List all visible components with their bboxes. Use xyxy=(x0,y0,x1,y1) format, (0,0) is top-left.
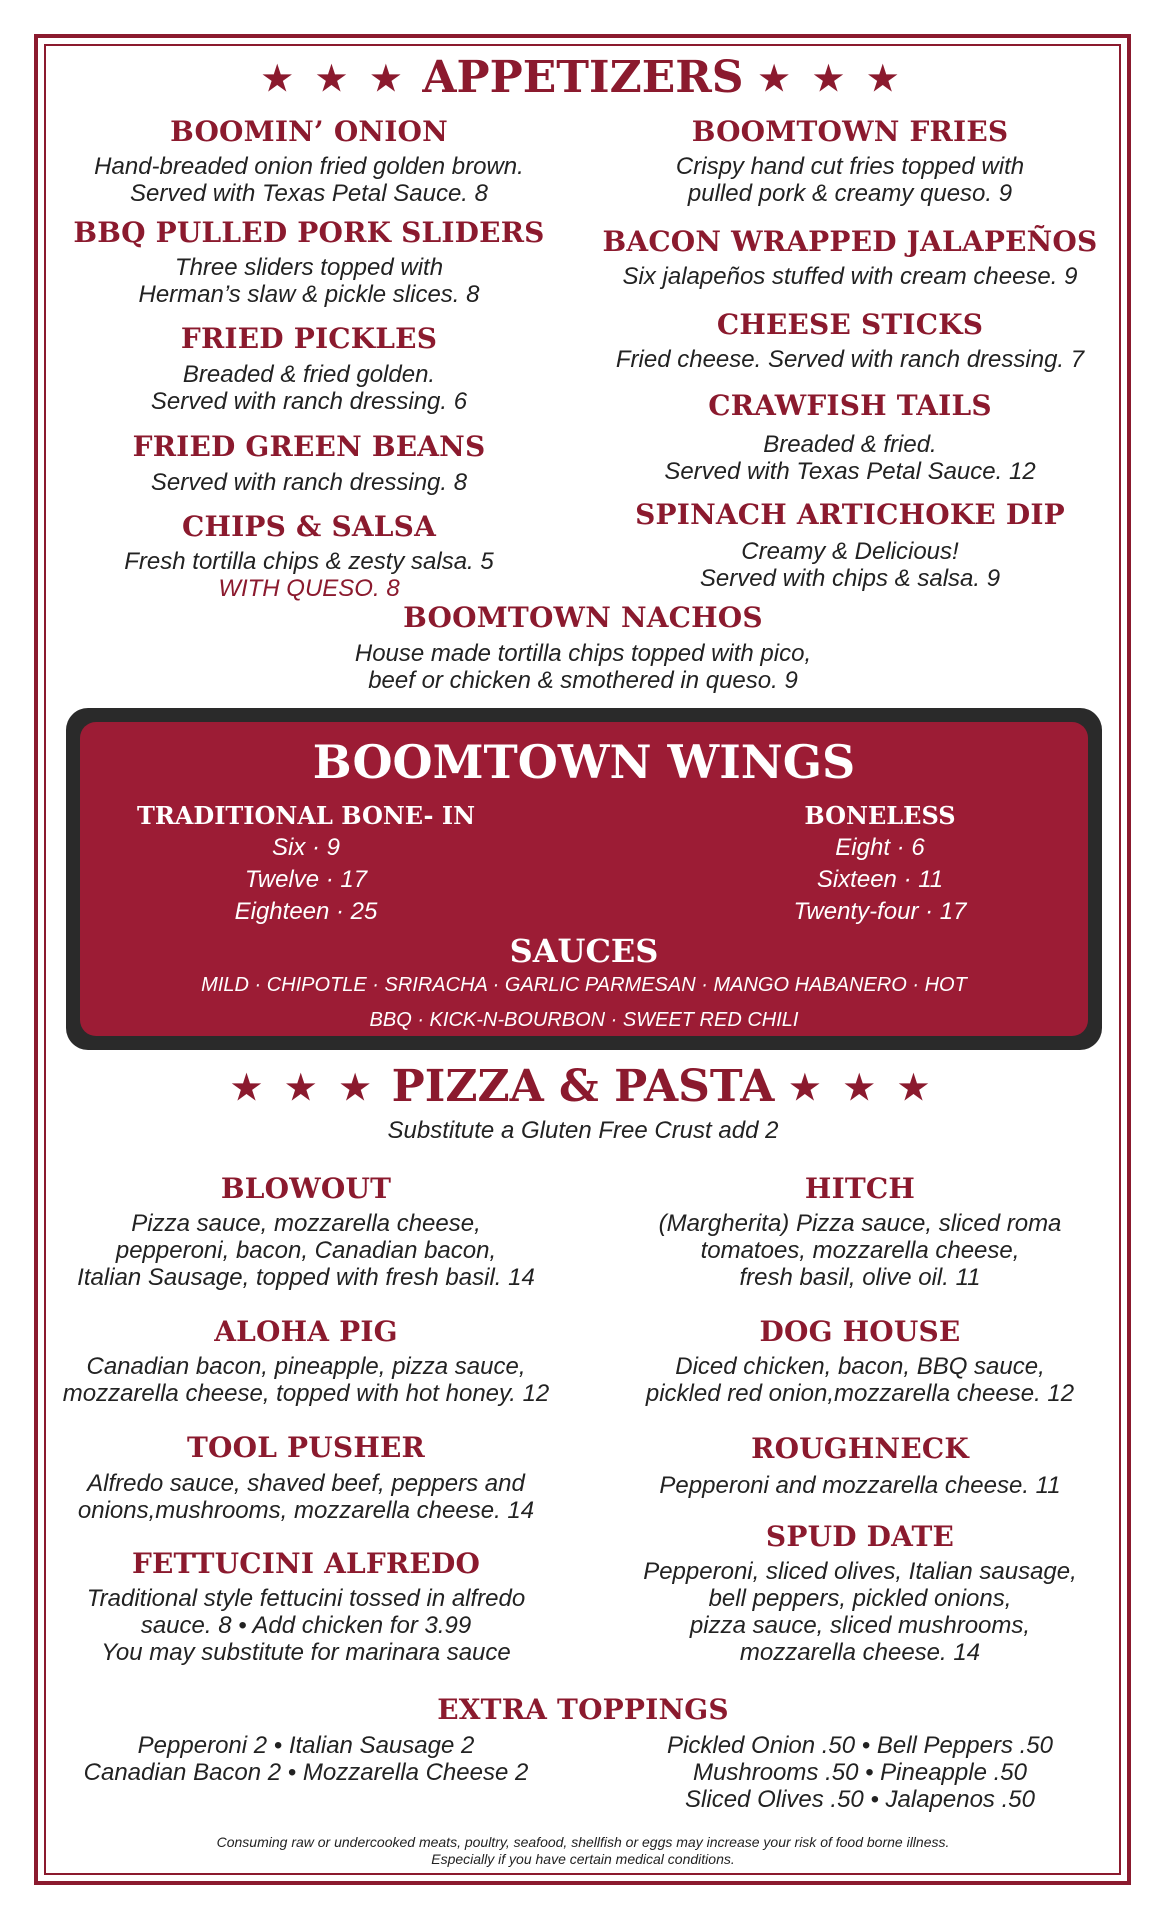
menu-item-name: ROUGHNECK xyxy=(751,1432,969,1465)
menu-item-name: BOOMTOWN NACHOS xyxy=(403,601,763,634)
bone-in-heading: TRADITIONAL BONE- IN xyxy=(136,801,476,830)
menu-item-description: Three sliders topped with Herman’s slaw & pickle slices. 8 xyxy=(138,254,480,308)
menu-item-name: SPINACH ARTICHOKE DIP xyxy=(635,498,1065,531)
wings-panel xyxy=(66,708,1102,1050)
menu-item-description: Creamy & Delicious! Served with chips & salsa. 9 xyxy=(699,538,1001,592)
toppings-list-right: Pickled Onion .50 • Bell Peppers .50 Mushrooms .50 • Pineapple .50 Sliced Olives .50 • Jalapenos .50 xyxy=(667,1732,1053,1813)
extra-toppings-title: EXTRA TOPPINGS xyxy=(437,1693,729,1726)
disclaimer: Consuming raw or undercooked meats, poultry, seafood, shellfish or eggs may increase your risk of food borne illness. Especially if you have certain medical conditions. xyxy=(216,1834,950,1867)
pizza-title: PIZZA & PASTA xyxy=(391,1061,775,1112)
star-icon: ★ ★ ★ xyxy=(231,1068,377,1108)
menu-item-name: CHEESE STICKS xyxy=(716,308,984,341)
menu-item-description: Fresh tortilla chips & zesty salsa. 5 WITH QUESO. 8 xyxy=(0,548,618,602)
pizza-subtitle: Substitute a Gluten Free Crust add 2 xyxy=(387,1117,779,1144)
boneless-item: Twenty-four · 17 xyxy=(793,898,967,925)
menu-item-name: TOOL PUSHER xyxy=(186,1431,425,1464)
menu-item-description: Pepperoni, sliced olives, Italian sausage, bell peppers, pickled onions, pizza sauce, sliced mushrooms, mozzarella cheese. 14 xyxy=(643,1558,1077,1666)
star-icon: ★ ★ ★ xyxy=(261,59,408,99)
sauces-list: BBQ · KICK-N-BOURBON · SWEET RED CHILI xyxy=(369,1009,799,1031)
toppings-list-left: Pepperoni 2 • Italian Sausage 2 Canadian Bacon 2 • Mozzarella Cheese 2 xyxy=(83,1732,529,1786)
menu-item-description: Served with ranch dressing. 8 xyxy=(150,469,468,496)
menu-item-description: Fried cheese. Served with ranch dressing. 7 xyxy=(615,346,1085,373)
bone-in-item: Eighteen · 25 xyxy=(234,898,378,925)
menu-item-description: Hand-breaded onion fried golden brown. Served with Texas Petal Sauce. 8 xyxy=(94,153,524,207)
menu-item-name: FETTUCINI ALFREDO xyxy=(131,1547,481,1580)
boneless-item: Eight · 6 xyxy=(835,834,925,861)
menu-item-description: Pepperoni and mozzarella cheese. 11 xyxy=(659,1472,1061,1499)
appetizers-title-row xyxy=(0,52,1166,105)
menu-item-name: FRIED PICKLES xyxy=(180,322,438,355)
boneless-heading: BONELESS xyxy=(804,801,956,830)
menu-item-description: Breaded & fried. Served with Texas Petal Sauce. 12 xyxy=(664,431,1036,485)
menu-item-name: BOOMIN’ ONION xyxy=(170,115,448,148)
sauces-title: SAUCES xyxy=(509,932,659,970)
wings-panel-inner xyxy=(80,722,1088,1036)
menu-item-description: (Margherita) Pizza sauce, sliced roma tomatoes, mozzarella cheese, fresh basil, olive oil. 11 xyxy=(658,1210,1062,1291)
queso-upgrade: WITH QUESO. 8 xyxy=(218,575,400,602)
menu-item-description: Breaded & fried golden. Served with ranch dressing. 6 xyxy=(150,361,468,415)
wings-title: BOOMTOWN WINGS xyxy=(312,735,856,789)
menu-item-name: SPUD DATE xyxy=(765,1520,955,1553)
star-icon: ★ ★ ★ xyxy=(789,1068,935,1108)
menu-item-description: Canadian bacon, pineapple, pizza sauce, mozzarella cheese, topped with hot honey. 12 xyxy=(62,1353,550,1407)
star-icon: ★ ★ ★ xyxy=(758,59,905,99)
menu-item-name: BLOWOUT xyxy=(220,1172,392,1205)
menu-item-description: Pizza sauce, mozzarella cheese, pepperoni, bacon, Canadian bacon, Italian Sausage, topped with fresh basil. 14 xyxy=(77,1210,535,1291)
menu-item-description: Six jalapeños stuffed with cream cheese. 9 xyxy=(622,263,1078,290)
menu-item-description: Traditional style fettucini tossed in alfredo sauce. 8 • Add chicken for 3.99 You may substitute for marinara sauce xyxy=(86,1585,526,1666)
bone-in-item: Twelve · 17 xyxy=(244,866,368,893)
pizza-title-row xyxy=(0,1061,1166,1114)
menu-item-description: Crispy hand cut fries topped with pulled pork & creamy queso. 9 xyxy=(675,153,1025,207)
menu-item-name: CHIPS & SALSA xyxy=(181,510,437,543)
menu-item-name: BOOMTOWN FRIES xyxy=(691,115,1009,148)
boneless-item: Sixteen · 11 xyxy=(816,866,944,893)
sauces-list: MILD · CHIPOTLE · SRIRACHA · GARLIC PARMESAN · MANGO HABANERO · HOT xyxy=(201,974,967,996)
bone-in-item: Six · 9 xyxy=(271,834,340,861)
menu-item-name: CRAWFISH TAILS xyxy=(708,389,992,422)
menu-item-name: DOG HOUSE xyxy=(759,1315,961,1348)
menu-item-description: Alfredo sauce, shaved beef, peppers and onions,mushrooms, mozzarella cheese. 14 xyxy=(77,1470,535,1524)
menu-item-name: BBQ PULLED PORK SLIDERS xyxy=(73,216,545,249)
menu-item-name: HITCH xyxy=(804,1172,916,1205)
menu-item-name: FRIED GREEN BEANS xyxy=(132,430,486,463)
menu-item-name: ALOHA PIG xyxy=(214,1315,398,1348)
menu-item-name: BACON WRAPPED JALAPEÑOS xyxy=(602,225,1098,258)
menu-item-description: House made tortilla chips topped with pico, beef or chicken & smothered in queso. 9 xyxy=(354,640,812,694)
menu-item-description: Diced chicken, bacon, BBQ sauce, pickled red onion,mozzarella cheese. 12 xyxy=(645,1353,1075,1407)
appetizers-title: APPETIZERS xyxy=(422,52,744,103)
